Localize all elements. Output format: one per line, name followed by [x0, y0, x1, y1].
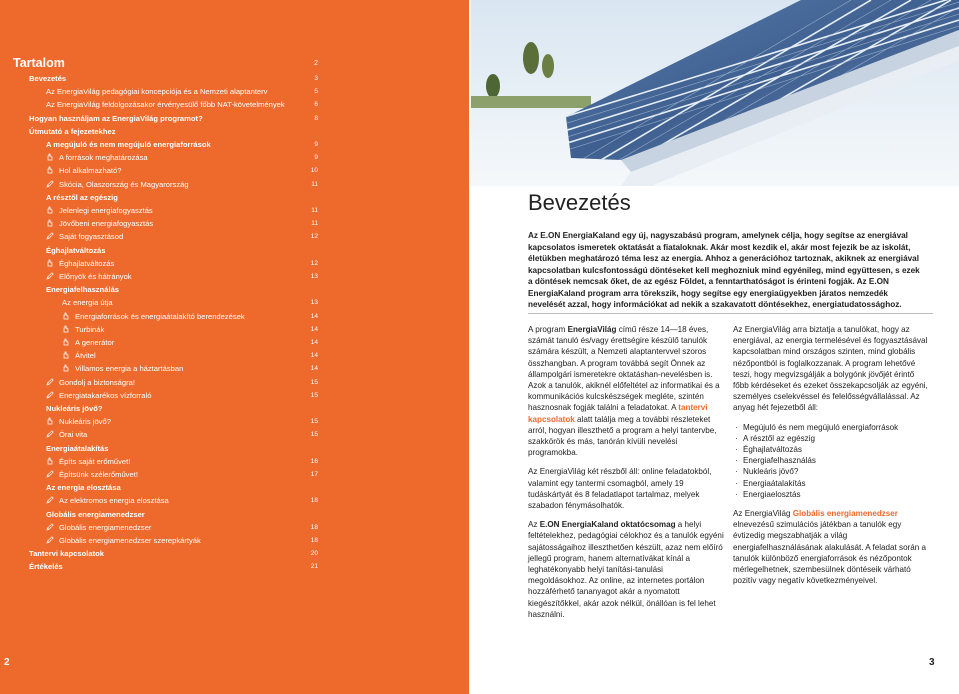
section-title: Bevezetés — [528, 190, 631, 215]
toc-entry — [46, 376, 318, 389]
toc-entry-label: Előnyök és hátrányok — [46, 270, 132, 283]
hand-icon — [62, 363, 70, 371]
toc-entry — [29, 112, 318, 125]
page-number-right: 3 — [929, 657, 935, 668]
hand-icon — [46, 218, 54, 226]
toc-title: Tartalom — [13, 56, 65, 70]
toc-entry-label: Jelenlegi energiafogyasztás — [46, 204, 153, 217]
hand-icon — [62, 350, 70, 358]
hand-icon — [46, 152, 54, 160]
toc-entry-label: Gondolj a biztonságra! — [46, 376, 135, 389]
pencil-icon — [46, 390, 54, 398]
toc-title-page-number: 2 — [314, 60, 318, 67]
toc-entry-label: Energiatakarékos vízforraló — [46, 389, 151, 402]
toc-entry — [46, 389, 318, 402]
toc-entry — [46, 521, 318, 534]
pencil-icon — [46, 535, 54, 543]
col1-paragraph-1: A program EnergiaVilág című része 14—18 éves, számát tanuló és/vagy érettségire készülő tanulók számára készült, a Nemzeti alaptantervvel szoros összhangban. A program továbbá segít Önnek az állampolgári ismeretekre oktatáshan-nevelésben is. Azok a tanulók, akiknél előfeltétel az informatikai és a kommunikációs kulcskészségek megléte, szintén hasznosnak fogják találni a feladatokat. A tantervi kapcsolatok alatt találja meg a további részleteket arról, hogyan illeszthető a program a helyi tantervbe, szakkörök és más, tanórán kívüli nevelési programokba. — [528, 325, 720, 458]
toc-entry — [46, 415, 318, 428]
hand-icon — [62, 337, 70, 345]
toc-entry-label: Nukleáris jövő? — [46, 415, 111, 428]
toc-entry-page: 5 — [314, 88, 318, 96]
toc-entry-label: Skócia, Olaszország és Magyarország — [46, 178, 189, 191]
toc-entry-label: Az EnergiaVilág pedagógiai koncepciója és a Nemzeti alaptanterv — [46, 87, 268, 97]
toc-entry — [46, 257, 318, 270]
pencil-icon — [46, 231, 54, 239]
toc-entry — [62, 362, 318, 375]
toc-entry-label: Hogyan használjam az EnergiaVilág programot? — [29, 113, 203, 123]
toc-entry — [46, 85, 318, 98]
pencil-icon — [46, 469, 54, 477]
toc-entry-label: A résztől az egészig — [46, 192, 118, 202]
pencil-icon — [46, 179, 54, 187]
col1-paragraph-2: Az EnergiaVilág két részből áll: online feladatokból, valamint egy tantermi csomagból, amely 19 tudáskártyát és 8 feladatlapot tartalmaz, melyek szabadon fénymásolhatók. — [528, 467, 712, 511]
page-number-left: 2 — [4, 657, 10, 668]
toc-entry-page: 15 — [310, 431, 318, 439]
toc-entry-label: Globális energiamenedzser szerepkártyák — [46, 534, 201, 547]
toc-entry — [46, 230, 318, 243]
toc-entry-page: 20 — [310, 550, 318, 558]
solar-panels-photo — [471, 0, 959, 186]
toc-entry-page: 12 — [310, 259, 318, 267]
toc-entry — [46, 204, 318, 217]
toc-entry-label: Hol alkalmazható? — [46, 164, 121, 177]
toc-entry-page: 6 — [314, 101, 318, 109]
left-page — [0, 0, 469, 694]
toc-entry-label: Az energia elosztása — [46, 483, 121, 493]
pencil-icon — [46, 271, 54, 279]
toc-entry-page: 11 — [311, 207, 318, 214]
toc-entry-page: 18 — [310, 537, 318, 544]
toc-entry — [29, 547, 318, 560]
pencil-icon — [46, 429, 54, 437]
toc-entry — [46, 244, 318, 257]
toc-entry — [62, 296, 318, 309]
toc-entry-label: Energiaforrások és energiaátalakító berendezések — [62, 310, 245, 323]
toc-entry — [46, 270, 318, 283]
toc-entry — [46, 191, 318, 204]
toc-entry-label: Az EnergiaVilág feldolgozásakor érvényesülő főbb NAT-követelmények — [46, 100, 285, 110]
hand-icon — [62, 311, 70, 319]
toc-entry — [46, 98, 318, 111]
toc-entry — [46, 534, 318, 547]
toc-entry — [46, 178, 318, 191]
toc-entry-label: Villamos energia a háztartásban — [62, 362, 183, 375]
toc-entry-page: 11 — [311, 180, 318, 188]
toc-entry — [46, 468, 318, 481]
hand-icon — [46, 416, 54, 424]
toc-entry-label: A megújuló és nem megújuló energiaforrások — [46, 140, 211, 149]
toc-entry-label: Energiafelhasználás — [46, 285, 120, 295]
toc-entry-page: 9 — [314, 154, 318, 162]
toc-entry-label: Globális energiamenedzser — [46, 521, 151, 534]
toc-entry-label: Útmutató a fejezetekhez — [29, 126, 116, 136]
toc-entry-label: Turbinák — [62, 323, 104, 336]
toc-entry — [62, 349, 318, 362]
toc-entry-page: 14 — [310, 365, 318, 373]
hand-icon — [46, 205, 54, 213]
toc-entry-page: 8 — [314, 114, 318, 122]
toc-entry-label: Éghajlatváltozás — [46, 245, 106, 255]
toc-entry-label: Éghajlatváltozás — [46, 257, 114, 270]
toc-entry-label: Saját fogyasztásod — [46, 230, 123, 243]
toc-entry-label: Bevezetés — [29, 74, 67, 83]
toc-entry — [46, 494, 318, 507]
toc-entry — [46, 217, 318, 230]
toc-entry-label: Értékelés — [29, 562, 63, 572]
toc-entry-page: 14 — [310, 339, 318, 346]
pencil-icon — [46, 522, 54, 530]
toc-entry-page: 15 — [310, 391, 318, 399]
toc-entry-label: Jövőbeni energiafogyasztás — [46, 217, 153, 230]
toc-entry-label: Tantervi kapcsolatok — [29, 549, 104, 559]
toc-entry — [62, 336, 318, 349]
toc-entry — [46, 442, 318, 455]
toc-entry-page: 10 — [310, 167, 318, 175]
column-right — [733, 324, 929, 594]
toc-entry-label: Energiaátalakítás — [46, 443, 109, 453]
toc-entry — [46, 164, 318, 177]
right-page — [471, 0, 959, 694]
toc-entry-label: Átvitel — [62, 349, 96, 362]
toc-entry-page: 18 — [310, 497, 318, 505]
toc-entry-page: 11 — [311, 220, 318, 228]
toc-entry-page: 15 — [310, 378, 318, 386]
toc-entry-label: A generátor — [62, 336, 114, 349]
list-item: · Éghajlatváltozás — [733, 444, 929, 455]
toc-entry — [46, 455, 318, 468]
toc-entry-page: 3 — [314, 75, 318, 82]
toc-entry-label: Az energia útja — [62, 298, 113, 308]
toc-entry — [46, 402, 318, 415]
tree-left — [523, 42, 539, 74]
toc-entry-page: 9 — [314, 141, 318, 148]
toc-entry — [29, 125, 318, 138]
column-left — [528, 324, 724, 628]
toc-entry-page: 15 — [310, 418, 318, 426]
toc-entry-page: 17 — [310, 471, 318, 478]
list-item: · Megújuló és nem megújuló energiaforrások — [733, 422, 929, 433]
toc-entry — [46, 508, 318, 521]
toc-entry-page: 14 — [310, 325, 318, 333]
toc-entry-page: 13 — [310, 273, 318, 280]
pencil-icon — [46, 495, 54, 503]
col1-paragraph-3: Az E.ON EnergiaKaland oktatócsomag a helyi feltételekhez, pedagógiai célokhoz és a tanulók egyéni sajátosságaihoz illeszthetően készült, azaz nem előíró jellegű program, hanem alternatívákat kínál a leghatékonyabb helyi tanítási-tanulási megoldásokhoz. Az online, az internetes portálon hozzáférhető tananyagot akár a nyomatott kiegészítőkkel, akár azok nélkül, önállóan is fel lehet használni. — [528, 520, 724, 619]
toc-entry-label: Globális energiamenedzser — [46, 509, 145, 519]
list-item: · A résztől az egészig — [733, 433, 929, 444]
toc-entry — [62, 323, 318, 336]
toc-entry-label: Építs saját erőművet! — [46, 455, 130, 468]
toc-entry-label: Az elektromos energia elosztása — [46, 494, 169, 507]
toc-entry — [46, 283, 318, 296]
toc-entry-page: 14 — [310, 352, 318, 360]
intro-paragraph: Az E.ON EnergiaKaland egy új, nagyszabású program, amelynek célja, hogy segítse az energiával kapcsolatos ismeretek oktatását a fiataloknak. Akár most kezdik el, akár most fejezik be az iskolát, életükben meghatározó téma lesz az energia. Ahhoz a generációhoz tartoznak, akiknek az energiával kapcsolatban kulcsfontosságú döntéseket kell meghozniuk mind egyénileg, mind együttesen, s ezek a döntések nemcsak őket, de az egész Földet, a fenntarthatóságot is érinteni fogják. Az E.ON EnergiaKaland program arra törekszik, hogy segítse egy energiaügyekben járatos nemzedék nevelését azzal, hogy információkat ad nekik a szakavatott döntésekhez, energiatudatossághoz. — [528, 231, 920, 309]
col2-paragraph-1: Az EnergiaVilág arra biztatja a tanulókat, hogy az energiával, az energia termelésével és fogyasztásával kapcsolatban mind országos szinten, mind globális nézőpontból is foglalkozzanak. A program lehetővé teszi, hogy megvizsgálják a bolygónk jövőjét érintő főbb kérdéseket és ezeket összekapcsolják az egyéni, személyes cselekvéssel és felelősségvállalással. Az anyag hét fejezetből áll: — [733, 325, 928, 413]
toc-entry — [46, 151, 318, 164]
toc-entry — [29, 560, 318, 573]
toc-entry — [62, 310, 318, 323]
toc-entry — [46, 428, 318, 441]
toc-entry — [46, 138, 318, 151]
toc-entry-page: 12 — [310, 233, 318, 241]
pencil-icon — [46, 377, 54, 385]
list-item: · Energiaelosztás — [733, 489, 929, 500]
hand-icon — [46, 165, 54, 173]
chapter-list — [733, 422, 929, 500]
toc-entry-page: 13 — [310, 299, 318, 307]
toc-entry-page: 14 — [310, 312, 318, 320]
toc-entry — [46, 481, 318, 494]
list-item: · Energiafelhasználás — [733, 455, 929, 466]
hand-icon — [46, 456, 54, 464]
list-item: · Energiaátalakítás — [733, 478, 929, 489]
toc-entry — [29, 72, 318, 85]
toc-entry-page: 21 — [310, 563, 318, 571]
divider-line — [528, 313, 933, 314]
col2-paragraph-2: Az EnergiaVilág Globális energiamenedzser elnevezésű szimulációs játékban a tanulók egy évtizedig megszabhatják a világ energiafelhasználásának alakulását. A feladat során a tanulók különböző energiaforrások és nézőpontok mérlegelhetnek, szembesülnek döntéseik várható pozitív vagy negatív következményeivel. — [733, 509, 927, 586]
toc-entry-label: Építsünk szélerőművet! — [46, 468, 138, 481]
toc-entry-page: 18 — [310, 523, 318, 531]
toc-entry-label: Órai vita — [46, 428, 87, 441]
toc-entry-label: Nukleáris jövő? — [46, 404, 103, 413]
toc-entry-label: A források meghatározása — [46, 151, 148, 164]
hand-icon — [46, 258, 54, 266]
toc-entry-page: 16 — [310, 457, 318, 465]
list-item: · Nukleáris jövő? — [733, 466, 929, 477]
hand-icon — [62, 324, 70, 332]
